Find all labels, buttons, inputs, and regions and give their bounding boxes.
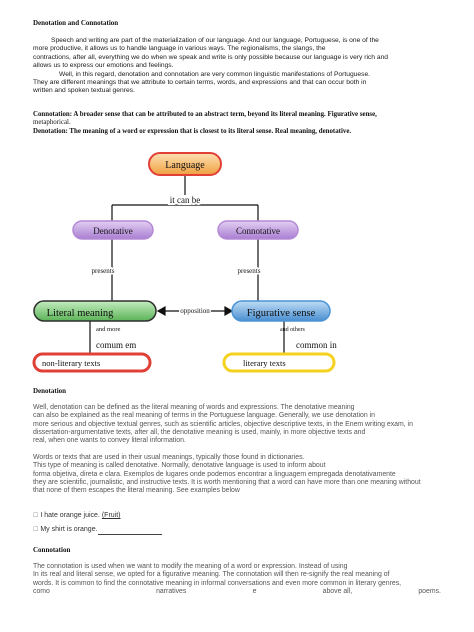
intro-line: They are different meanings that we attribute to certain terms, words, and expressions and that can occur both in: [33, 79, 367, 87]
intro-line: Speech and writing are part of the materialization of our language. And our language, Portuguese, is one of the: [51, 37, 379, 44]
node-figurative-sense-label: Figurative sense: [246, 308, 316, 319]
label-and-more: and more: [96, 326, 121, 333]
denotation-line: dissertation-argumentative texts, after all, the denotative meaning is used, mainly, in more objective texts and: [33, 428, 366, 436]
denotation-line: Well, denotation can be defined as the literal meaning of words and expressions. The denotative meaning: [33, 404, 355, 411]
document-title: Denotation and Connotation: [33, 19, 119, 27]
definition-line: Connotation: A broader sense that can be attributed to an abstract term, beyond its literal meaning. Figurative sense,: [33, 111, 377, 118]
example-underline: [98, 534, 162, 535]
label-and-others: and others: [280, 327, 305, 333]
checkbox-icon: ☐: [33, 513, 39, 519]
words-paragraph: [33, 454, 458, 495]
label-opposition: opposition: [180, 307, 210, 315]
intro-line: Well, in this regard, denotation and connotation are very common linguistic manifestations of Portuguese.: [59, 70, 371, 78]
label-presents-right: presents: [237, 267, 261, 275]
last-line-word: como: [33, 588, 50, 595]
connotation-heading: Connotation: [33, 546, 71, 554]
denotation-line: can also be explained as the real meaning of terms in the Portuguese language. Generally, we use denotation in: [33, 412, 375, 420]
checkbox-icon: ☐: [33, 527, 39, 533]
last-line-word: narratives: [156, 588, 187, 595]
intro-line: contractions, after all, everything we do when we speak and write is only possible because our language is very rich and: [33, 53, 389, 61]
definition-line: metaphorical.: [33, 119, 71, 127]
intro-line: written and spoken textual genres.: [33, 87, 135, 95]
connotation-line: In its real and literal sense, we opted for a figurative meaning. The connotation will then re-signify the real meaning of: [33, 571, 390, 579]
intro-line: allows us to express our emotions and feelings.: [33, 62, 174, 70]
node-connotative: [218, 221, 298, 239]
label-presents-left: presents: [91, 267, 115, 275]
words-line: Words or texts that are used in their usual meanings, typically those found in dictionaries.: [33, 454, 305, 461]
example-item: [33, 526, 98, 533]
node-figurative-sense: [232, 301, 330, 321]
label-it-can-be: it can be: [169, 195, 201, 205]
node-literary-texts: [224, 354, 334, 371]
label-common-in: common in: [296, 340, 337, 350]
last-line-word: e: [252, 588, 257, 595]
node-literary-texts-label: literary texts: [243, 358, 286, 368]
denotation-definition: Denotation: The meaning of a word or expression that is closest to its literal sense. Real meaning, denotative.: [33, 128, 352, 135]
label-comum-em: comum em: [96, 340, 137, 350]
node-literal-meaning-label: Literal meaning: [46, 308, 114, 319]
node-language: [149, 153, 221, 175]
denotation-line: more serious and objective textual genres, such as scientific articles, objective descriptive texts, in the Enem writing exam, in: [33, 420, 413, 428]
words-line: forma objetiva, direta e clara. Exemplos de lugares onde podemos encontrar a linguagem empregada denotativamente: [33, 470, 396, 478]
connotation-paragraph: [33, 563, 458, 588]
denotation-paragraph: [33, 404, 458, 445]
connotation-line: words. It is common to find the connotative meaning in informal conversations and even more common in literary genres,: [33, 579, 402, 587]
connotation-line: The connotation is used when we want to modify the meaning of a word or expression. Instead of using: [33, 563, 348, 570]
node-non-literary-texts-label: non-literary texts: [42, 358, 101, 368]
node-denotative: [73, 221, 153, 239]
connotation-last-line: [33, 588, 441, 596]
denotation-line: real, when one wants to convey literal information.: [33, 437, 186, 445]
node-connotative-label: Connotative: [236, 226, 280, 236]
example-text: I hate orange juice.: [40, 512, 100, 519]
node-language-label: Language: [165, 160, 205, 171]
denotation-heading: Denotation: [33, 387, 67, 395]
last-line-word: poems.: [418, 588, 441, 595]
intro-line: more productive, it allows us to handle language in various ways. The regionalisms, the slangs, the: [33, 45, 326, 53]
words-line: that none of them escapes the literal meaning. See examples below: [33, 487, 240, 495]
last-line-word: above all,: [322, 588, 353, 595]
example-item: [33, 512, 121, 519]
words-line: This type of meaning is called denotative. Normally, denotative language is used to inform about: [33, 462, 326, 470]
node-denotative-label: Denotative: [93, 226, 133, 236]
words-line: they are scientific, journalistic, and instructive texts. It is worth mentioning that a word can have more than one meaning without: [33, 478, 421, 486]
example-tag: (Fruit): [101, 512, 121, 519]
example-text: My shirt is orange.: [40, 526, 98, 533]
node-non-literary-texts: [34, 354, 150, 371]
node-literal-meaning: [34, 301, 156, 321]
